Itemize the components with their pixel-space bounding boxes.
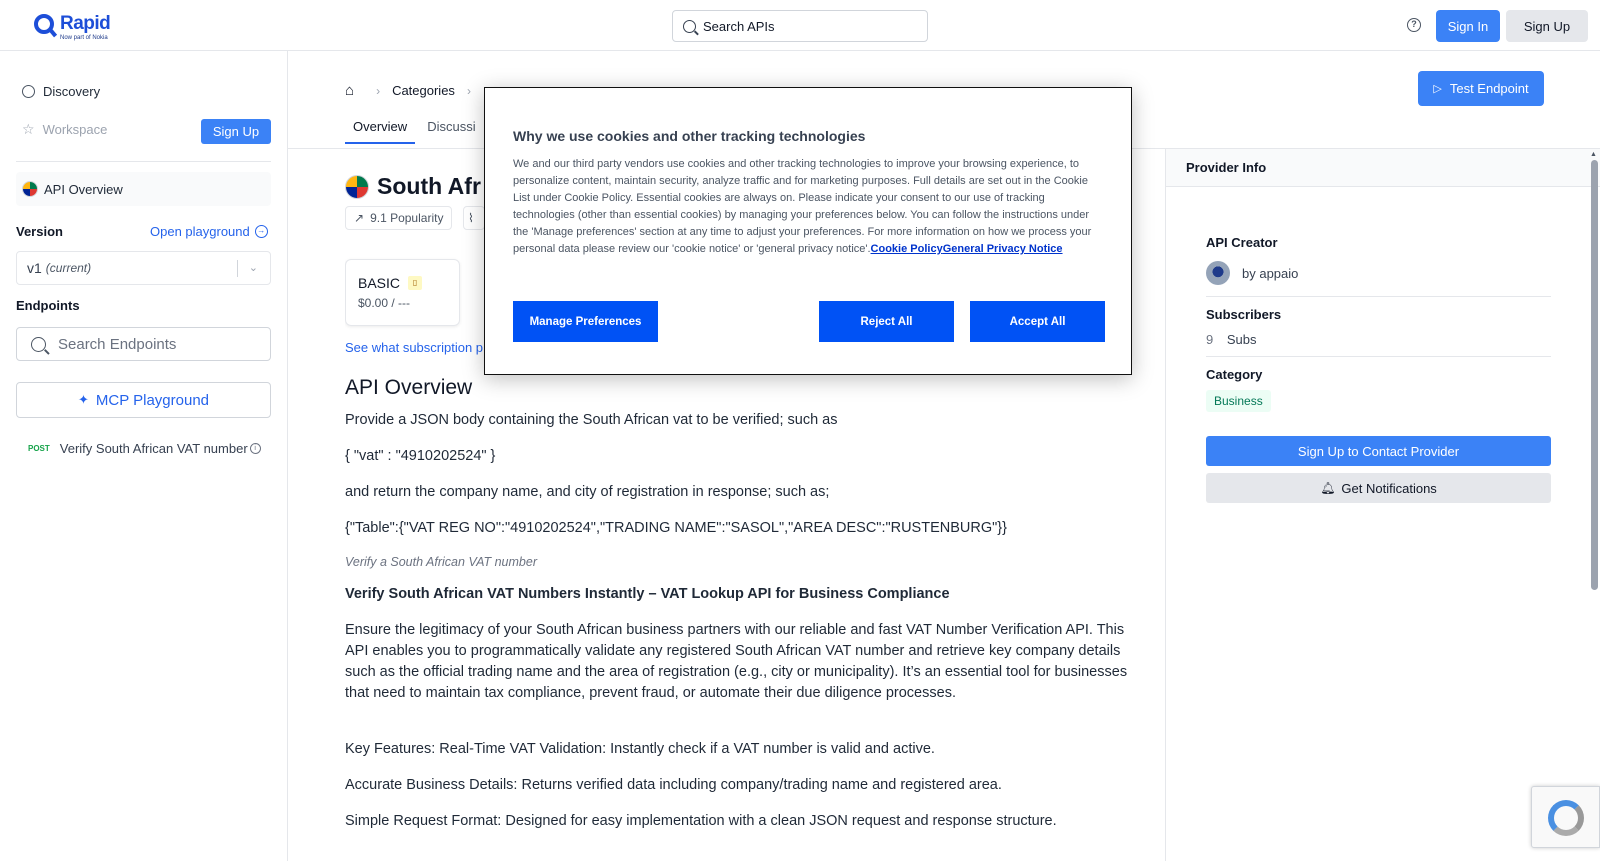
get-notifications-label: Get Notifications — [1341, 480, 1437, 496]
arrow-right-circle-icon: → — [255, 225, 268, 238]
cookie-policy-link[interactable]: Cookie Policy — [870, 243, 943, 255]
play-icon: ▷ — [1433, 83, 1442, 95]
version-value: v1 — [27, 260, 42, 276]
info-icon[interactable]: i — [250, 443, 261, 454]
recaptcha-badge[interactable] — [1531, 786, 1600, 848]
search-icon — [31, 337, 46, 352]
description-paragraph: Ensure the legitimacy of your South African business partners with our reliable and fast VAT Number Verification API. This API enables you to programmatically validate any registered South African VAT number and retrieve key company details such as the official trading name and the area of registration (e.g., city or municipality). It’s an essential tool for businesses that need to maintain tax compliance, prevent fraud, or automate their due diligence processes. — [345, 622, 1128, 701]
category-badge[interactable]: Business — [1206, 390, 1271, 412]
accept-all-button[interactable]: Accept All — [970, 301, 1105, 342]
test-endpoint-button[interactable] — [1418, 71, 1544, 106]
search-apis-placeholder: Search APIs — [703, 18, 775, 34]
api-title — [345, 173, 481, 200]
select-separator — [237, 260, 238, 277]
version-label: Version — [16, 224, 63, 239]
sidebar-item-discovery[interactable] — [22, 84, 100, 99]
search-endpoints-placeholder: Search Endpoints — [58, 335, 177, 353]
subscribers-number: 9 — [1206, 332, 1214, 347]
divider — [1206, 296, 1551, 297]
endpoints-label: Endpoints — [16, 298, 80, 313]
divider — [16, 161, 271, 162]
description-paragraph: and return the company name, and city of registration in response; such as; — [345, 484, 830, 500]
endpoint-name: Verify South African VAT number — [59, 441, 248, 456]
logo-name: Rapid — [60, 13, 111, 34]
endpoint-list-item[interactable] — [28, 441, 261, 456]
rss-icon: ⌇ — [468, 211, 474, 225]
logo-subtitle: Now part of Nokia — [60, 35, 108, 41]
description-paragraph: Key Features: Real-Time VAT Validation: Instantly check if a VAT number is valid and active. — [345, 741, 935, 757]
avatar — [1206, 261, 1230, 285]
creator-name: by appaio — [1242, 265, 1299, 281]
sparkle-icon: ✦ — [77, 392, 89, 407]
plan-badge-icon: ▯ — [408, 276, 422, 290]
rss-badge — [463, 206, 485, 230]
see-subscription-plans-link[interactable]: See what subscription p — [345, 340, 484, 355]
left-sidebar — [0, 51, 288, 861]
sidebar-item-label: Workspace — [42, 122, 108, 137]
chevron-down-icon: ⌄ — [248, 262, 258, 274]
privacy-notice-link[interactable]: General Privacy Notice — [942, 243, 1063, 255]
chevron-right-icon: › — [376, 83, 381, 98]
scroll-up-arrow-icon[interactable]: ▲ — [1590, 151, 1597, 158]
sign-in-button[interactable]: Sign In — [1436, 10, 1500, 42]
cookie-consent-dialog — [484, 87, 1132, 375]
description-paragraph: Provide a JSON body containing the South African vat to be verified; such as — [345, 412, 838, 428]
tab-discussions[interactable]: Discussi — [427, 119, 476, 134]
search-icon — [683, 20, 696, 33]
south-africa-flag-icon — [22, 181, 38, 197]
api-creator-label: API Creator — [1206, 235, 1278, 250]
version-select[interactable] — [16, 251, 271, 285]
breadcrumb — [345, 82, 483, 99]
trending-up-icon: ↗ — [354, 211, 365, 225]
get-notifications-button[interactable] — [1206, 473, 1551, 503]
chevron-right-icon: › — [466, 83, 471, 98]
open-playground-link[interactable] — [150, 224, 268, 239]
api-title-text: South Afr — [377, 173, 481, 199]
provider-info-title: Provider Info — [1166, 149, 1600, 187]
description-caption: Verify a South African VAT number — [345, 555, 537, 569]
popularity-badge — [345, 206, 452, 230]
home-icon[interactable]: ⌂ — [345, 82, 355, 99]
description-subheading: Verify South African VAT Numbers Instantly – VAT Lookup API for Business Compliance — [345, 586, 950, 602]
sidebar-item-api-overview[interactable] — [16, 172, 271, 206]
sidebar-item-workspace[interactable] — [22, 121, 107, 138]
cookie-body: We and our third party vendors use cookies and other tracking technologies to improve your browsing experience, to personalize content, maintain security, analyze traffic and for marketing purposes. Full details are set out in the Cookie List under Cookie Policy. Essential cookies are always on. Please indicate your consent to our use of tracking technologies (other than essential cookies) by managing your preferences below. You can follow the instructions under the 'Manage preferences' section at any time to adjust your preferences. For more information on how we process your personal data please review our 'cookie notice' or 'general privacy notice'. — [513, 158, 1092, 255]
api-creator[interactable] — [1206, 261, 1298, 285]
star-icon: ☆ — [22, 121, 35, 137]
description-paragraph: {"Table":{"VAT REG NO":"4910202524","TRADING NAME":"SASOL","AREA DESC":"RUSTENBURG"}} — [345, 520, 1007, 536]
contact-provider-button[interactable]: Sign Up to Contact Provider — [1206, 436, 1551, 466]
bell-icon: 🔔︎ — [1320, 481, 1336, 495]
plan-price: $0.00 / --- — [358, 296, 411, 310]
subscribers-label: Subscribers — [1206, 307, 1282, 322]
category-label: Category — [1206, 367, 1263, 382]
compass-icon — [22, 85, 35, 98]
description-paragraph: { "vat" : "4910202524" } — [345, 448, 496, 464]
overview-heading: API Overview — [345, 376, 473, 399]
search-endpoints-input[interactable] — [16, 327, 271, 361]
sign-up-button[interactable]: Sign Up — [1506, 10, 1588, 42]
scrollbar[interactable] — [1591, 160, 1598, 590]
subscribers-count — [1206, 332, 1257, 347]
cookie-description — [513, 156, 1105, 258]
provider-info-panel — [1165, 149, 1600, 861]
rapid-logo[interactable] — [34, 14, 110, 41]
south-africa-flag-icon — [345, 175, 369, 199]
search-apis-input[interactable] — [672, 10, 928, 42]
description-paragraph: Simple Request Format: Designed for easy implementation with a clean JSON request and response structure. — [345, 813, 1057, 829]
mcp-playground-label: MCP Playground — [95, 391, 210, 409]
breadcrumb-categories[interactable]: Categories — [392, 83, 455, 98]
version-note: (current) — [45, 261, 92, 275]
tab-overview[interactable]: Overview — [345, 114, 415, 144]
cookie-title: Why we use cookies and other tracking technologies — [513, 128, 866, 144]
popularity-value: 9.1 Popularity — [370, 211, 444, 225]
divider — [1206, 356, 1551, 357]
method-badge: POST — [28, 444, 50, 453]
description-paragraph: Accurate Business Details: Returns verified data including company/trading name and registered area. — [345, 777, 1002, 793]
sidebar-item-label: Discovery — [43, 84, 101, 99]
help-icon[interactable]: ? — [1407, 18, 1421, 32]
tab-bar — [345, 114, 488, 144]
top-header — [0, 0, 1600, 51]
rapid-logo-icon — [34, 14, 54, 34]
recaptcha-icon — [1548, 800, 1584, 836]
manage-preferences-button[interactable]: Manage Preferences — [513, 301, 658, 342]
open-playground-label: Open playground — [150, 224, 250, 239]
test-endpoint-label: Test Endpoint — [1449, 81, 1529, 96]
mcp-playground-button[interactable] — [16, 382, 271, 418]
reject-all-button[interactable]: Reject All — [819, 301, 954, 342]
plan-name: BASIC — [358, 275, 401, 291]
subscribers-unit: Subs — [1226, 332, 1257, 347]
sidebar-sign-up-button[interactable]: Sign Up — [201, 119, 271, 144]
sidebar-item-label: API Overview — [44, 181, 123, 197]
pricing-plan-card[interactable] — [345, 259, 460, 326]
